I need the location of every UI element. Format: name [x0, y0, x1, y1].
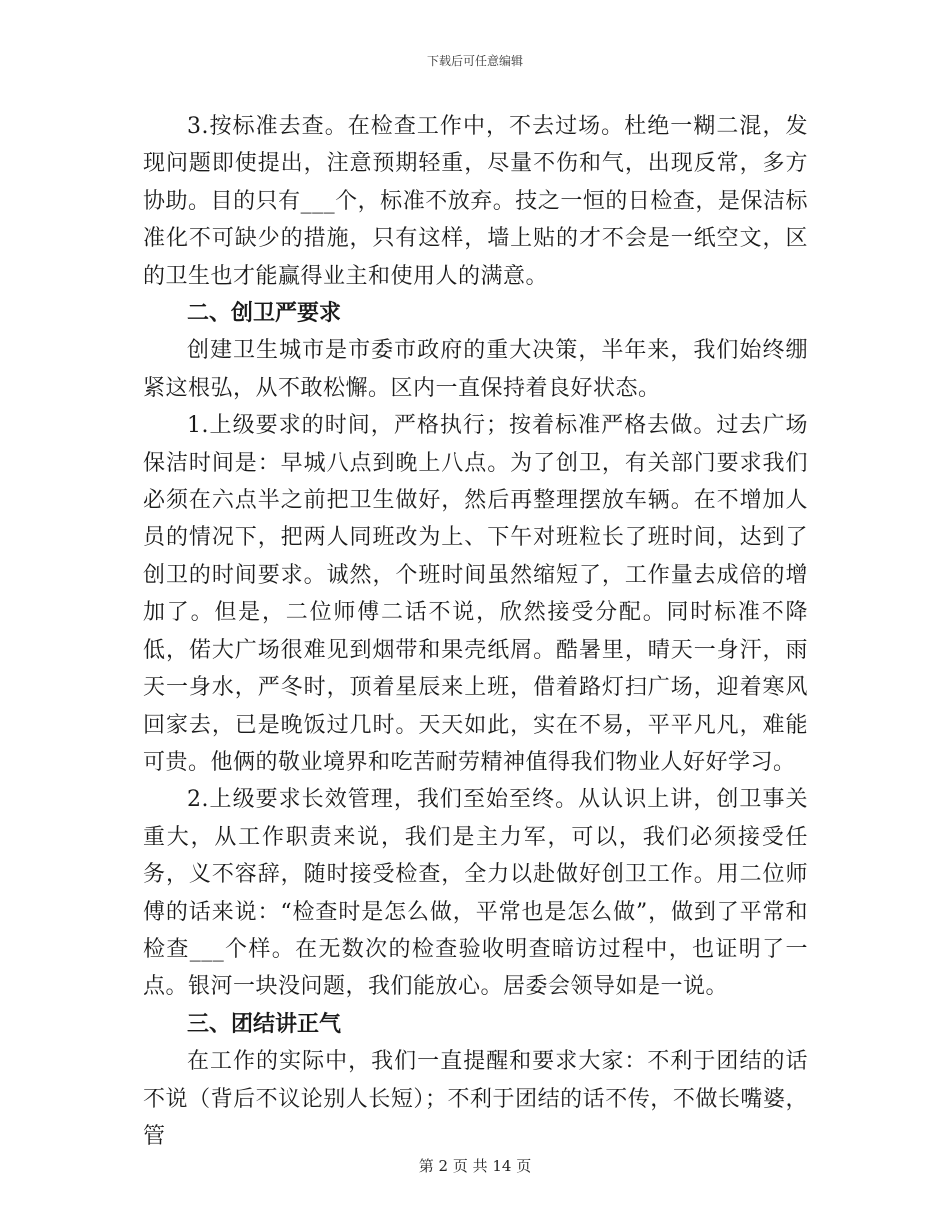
page-header: 下载后可任意编辑 — [426, 54, 523, 68]
paragraph-long-term-management: 2.上级要求长效管理，我们至始至终。从认识上讲，创卫事关重大，从工作职责来说，我们是主力军，可以，我们必须接受任务，义不容辞，随时接受检查，全力以赴做好创卫工作。用二位师傅的话来说：“检查时是怎么做，平常也是怎么做”，做到了平常和检查___个样。在无数次的检查验收明查暗访过程中，也证明了一点。银河一块没问题，我们能放心。居委会领导如是一说。 — [143, 787, 808, 1000]
paragraph-standard-check: 3.按标准去查。在检查工作中，不去过场。杜绝一糊二混，发现问题即使提出，注意预期轻重，尽量不伤和气，出现反常，多方协助。目的只有___个，标准不放弃。技之一恒的日检查，是保洁标准化不可缺少的措施，只有这样，墙上贴的才不会是一纸空文，区的卫生也才能赢得业主和使用人的满意。 — [143, 114, 808, 289]
section-heading-2: 二、创卫严要求 — [187, 301, 342, 327]
section-heading-3: 三、团结讲正气 — [187, 1011, 342, 1037]
paragraph-sanitation-city: 创建卫生城市是市委市政府的重大决策，半年来，我们始终绷紧这根弘，从不敢松懈。区内一直保持着良好状态。 — [143, 338, 808, 401]
paragraph-time-requirement: 1.上级要求的时间，严格执行；按着标准严格去做。过去广场保洁时间是：早城八点到晚上八点。为了创卫，有关部门要求我们必须在六点半之前把卫生做好，然后再整理摆放车辆。在不增加人员的情况下，把两人同班改为上、下午对班粒长了班时间，达到了创卫的时间要求。诚然，个班时间虽然缩短了，工作量去成倍的增加了。但是，二位师傅二话不说，欣然接受分配。同时标准不降低，偌大广场很难见到烟带和果壳纸屑。酷暑里，晴天一身汗，雨天一身水，严冬时，顶着星辰来上班，借着路灯扫广场，迎着寒风回家去，已是晚饭过几时。天天如此，实在不易，平平凡凡，难能可贵。他俩的敬业境界和吃苦耐劳精神值得我们物业人好好学习。 — [143, 413, 808, 775]
paragraph-unity: 在工作的实际中，我们一直提醒和要求大家：不利于团结的话不说（背后不议论别人长短）；不利于团结的话不传，不做长嘴婆，管 — [143, 1049, 808, 1149]
page-footer: 第 2 页 共 14 页 — [418, 1157, 532, 1175]
document-body — [143, 108, 808, 1155]
